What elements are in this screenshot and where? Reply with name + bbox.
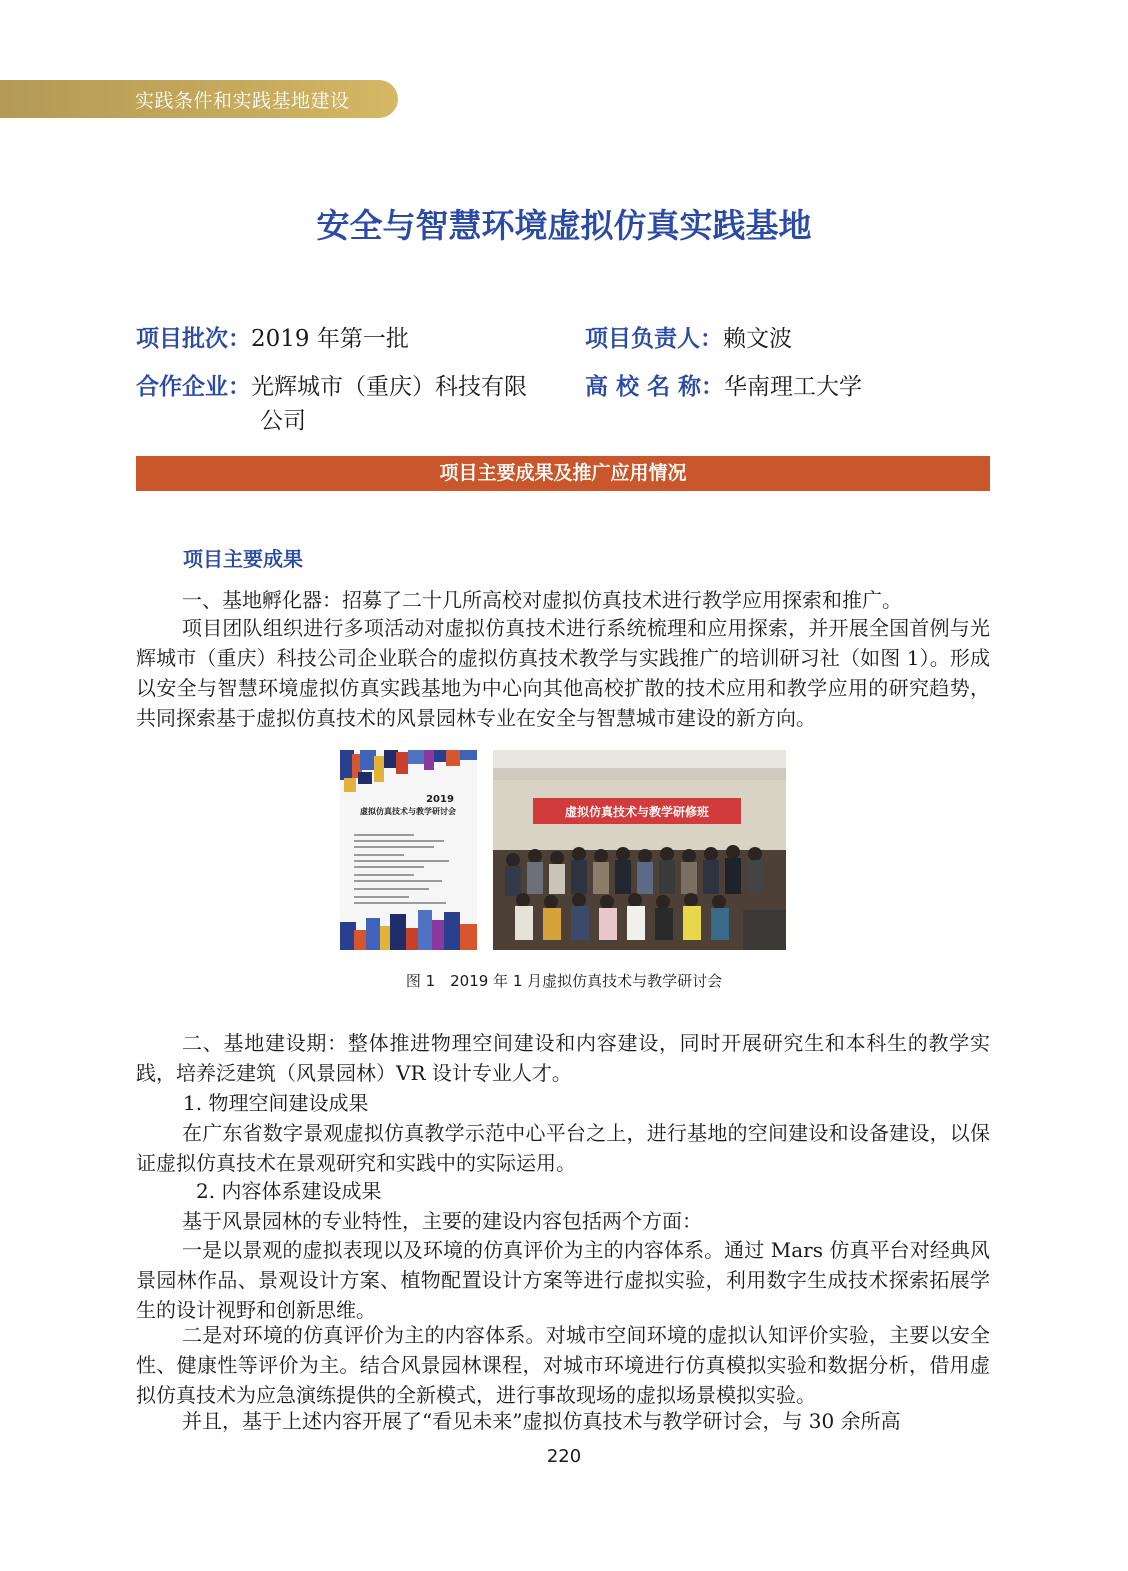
paragraph-3: 二、基地建设期：整体推进物理空间建设和内容建设，同时开展研究生和本科生的教学实践，培养泛建筑（风景园林）VR 设计专业人才。 bbox=[136, 1031, 990, 1085]
page-number: 220 bbox=[546, 1446, 582, 1467]
header-section-label: 实践条件和实践基地建设 bbox=[135, 90, 350, 112]
paragraph-8: 一是以景观的虚拟表现以及环境的仿真评价为主的内容体系。通过 Mars 仿真平台对经典风景园林作品、景观设计方案、植物配置设计方案等进行虚拟实验，利用数字生成技术探索拓展学生的设计视野和创新思维。 bbox=[136, 1238, 990, 1322]
banner-text: 虚拟仿真技术与教学研修班 bbox=[564, 805, 710, 819]
paragraph-4: 1. 物理空间建设成果 bbox=[183, 1091, 369, 1115]
company-label: 合作企业： bbox=[136, 374, 251, 400]
school-value: 华南理工大学 bbox=[724, 374, 863, 400]
paragraph-6: 2. 内容体系建设成果 bbox=[196, 1179, 382, 1203]
batch-label: 项目批次： bbox=[136, 326, 251, 352]
paragraph-1: 一、基地孵化器：招募了二十几所高校对虚拟仿真技术进行教学应用探索和推广。 bbox=[182, 588, 902, 612]
company-value-line2: 公司 bbox=[260, 408, 306, 434]
figure-caption: 图 1 2019 年 1 月虚拟仿真技术与教学研讨会 bbox=[405, 972, 723, 990]
batch-value: 2019 年第一批 bbox=[251, 326, 409, 352]
meta-batch bbox=[136, 322, 409, 356]
paragraph-7: 基于风景园林的专业特性，主要的建设内容包括两个方面： bbox=[182, 1209, 702, 1233]
header-band bbox=[0, 80, 398, 118]
paragraph-2: 项目团队组织进行多项活动对虚拟仿真技术进行系统梳理和应用探索，并开展全国首例与光辉城市（重庆）科技公司企业联合的虚拟仿真技术教学与实践推广的培训研习社（如图 1）。形成以安全与智慧环境虚拟仿真实践基地为中心向其他高校扩散的技术应用和教学应用的研究趋势，共同探索基于虚拟仿真技术的风景园林专业在安全与智慧城市建设的新方向。 bbox=[136, 616, 990, 730]
paragraph-10: 并且，基于上述内容开展了“看见未来”虚拟仿真技术与教学研讨会，与 30 余所高 bbox=[182, 1409, 901, 1433]
company-value-line1: 光辉城市（重庆）科技有限 bbox=[251, 374, 527, 400]
section-bar: 项目主要成果及推广应用情况 bbox=[136, 456, 990, 491]
school-label: 高 校 名 称： bbox=[585, 374, 725, 400]
paragraph-9: 二是对环境的仿真评价为主的内容体系。对城市空间环境的虚拟认知评价实验，主要以安全性、健康性等评价为主。结合风景园林课程，对城市环境进行仿真模拟实验和数据分析，借用虚拟仿真技术为应急演练提供的全新模式，进行事故现场的虚拟场景模拟实验。 bbox=[136, 1323, 990, 1407]
poster-image bbox=[340, 750, 477, 950]
leader-value: 赖文波 bbox=[723, 326, 792, 352]
poster-art bbox=[340, 750, 477, 950]
leader-label: 项目负责人： bbox=[585, 326, 723, 352]
paragraph-5: 在广东省数字景观虚拟仿真教学示范中心平台之上，进行基地的空间建设和设备建设，以保证虚拟仿真技术在景观研究和实践中的实际运用。 bbox=[136, 1121, 990, 1175]
meta-leader bbox=[585, 322, 792, 356]
meta-school bbox=[585, 370, 862, 404]
group-photo bbox=[493, 750, 786, 950]
meta-company bbox=[136, 370, 527, 404]
poster-year: 2019 bbox=[426, 794, 454, 805]
people-crowd bbox=[493, 845, 786, 950]
poster-title: 虚拟仿真技术与教学研讨会 bbox=[360, 807, 456, 816]
subhead: 项目主要成果 bbox=[183, 547, 303, 571]
group-photo-art bbox=[493, 750, 786, 950]
page-title: 安全与智慧环境虚拟仿真实践基地 bbox=[316, 206, 812, 245]
meta-company-cont bbox=[260, 404, 306, 438]
